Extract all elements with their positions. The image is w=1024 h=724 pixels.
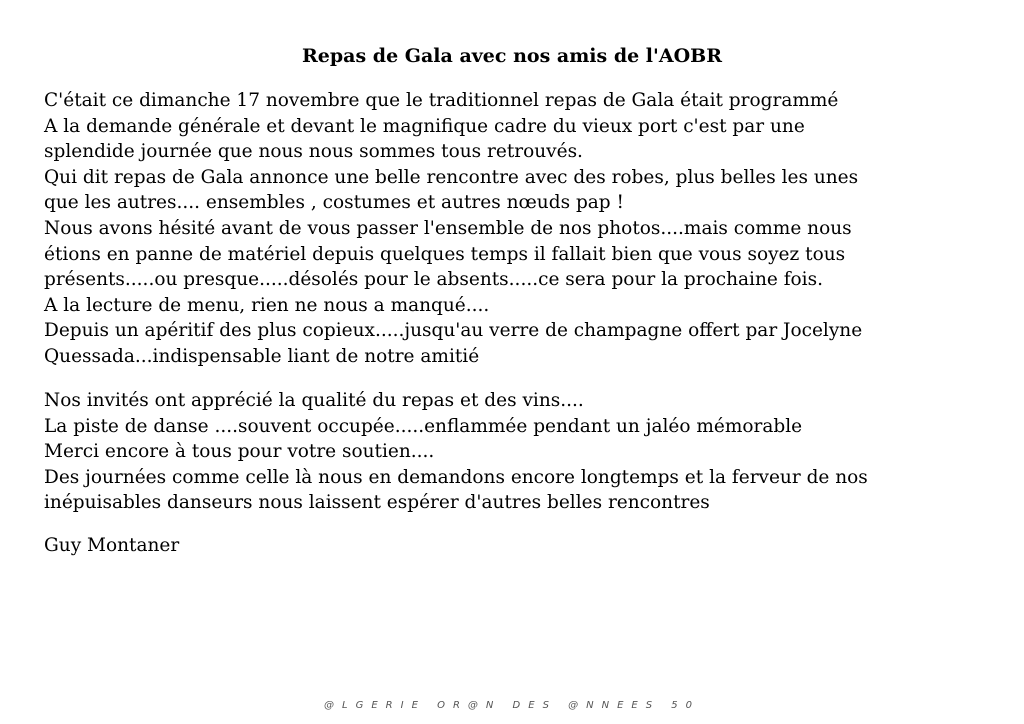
paragraph-line: que les autres.... ensembles , costumes et autres nœuds pap !	[44, 192, 624, 214]
signature	[44, 533, 1004, 559]
paragraph-line: inépuisables danseurs nous laissent espérer d'autres belles rencontres	[44, 492, 710, 514]
paragraph-line: étions en panne de matériel depuis quelques temps il fallait bien que vous soyez tous	[44, 243, 846, 265]
paragraph-line: A la lecture de menu, rien ne nous a manqué....	[44, 294, 490, 316]
paragraph-line: Merci encore à tous pour votre soutien....	[44, 441, 435, 463]
paragraph-1	[44, 88, 1004, 370]
paragraph-line: splendide journée que nous nous sommes tous retrouvés.	[44, 141, 583, 163]
paragraph-line: Nous avons hésité avant de vous passer l'ensemble de nos photos....mais comme nous	[44, 217, 852, 239]
page-footer: @LGERIE OR@N DES @NNEES 50	[324, 700, 700, 711]
paragraph-line: présents.....ou presque.....désolés pour le absents.....ce sera pour la prochaine fois.	[44, 269, 823, 291]
paragraph-2	[44, 388, 1004, 516]
paragraph-line: C'était ce dimanche 17 novembre que le traditionnel repas de Gala était programmé	[44, 90, 839, 111]
paragraph-line: La piste de danse ....souvent occupée.....enflammée pendant un jaléo mémorable	[44, 415, 803, 437]
paragraph-line: A la demande générale et devant le magnifique cadre du vieux port c'est par une	[44, 115, 805, 137]
paragraph-line: Depuis un apéritif des plus copieux.....jusqu'au verre de champagne offert par Jocelyne	[44, 320, 863, 342]
paragraph-line: Nos invités ont apprécié la qualité du repas et des vins....	[44, 390, 584, 411]
document-title: Repas de Gala avec nos amis de l'AOBR	[302, 45, 722, 67]
paragraph-line: Des journées comme celle là nous en demandons encore longtemps et la ferveur de nos	[44, 466, 868, 488]
paragraph-line: Quessada...indispensable liant de notre amitié	[44, 345, 480, 367]
signature-text: Guy Montaner	[44, 535, 180, 556]
paragraph-line: Qui dit repas de Gala annonce une belle rencontre avec des robes, plus belles les unes	[44, 166, 859, 188]
